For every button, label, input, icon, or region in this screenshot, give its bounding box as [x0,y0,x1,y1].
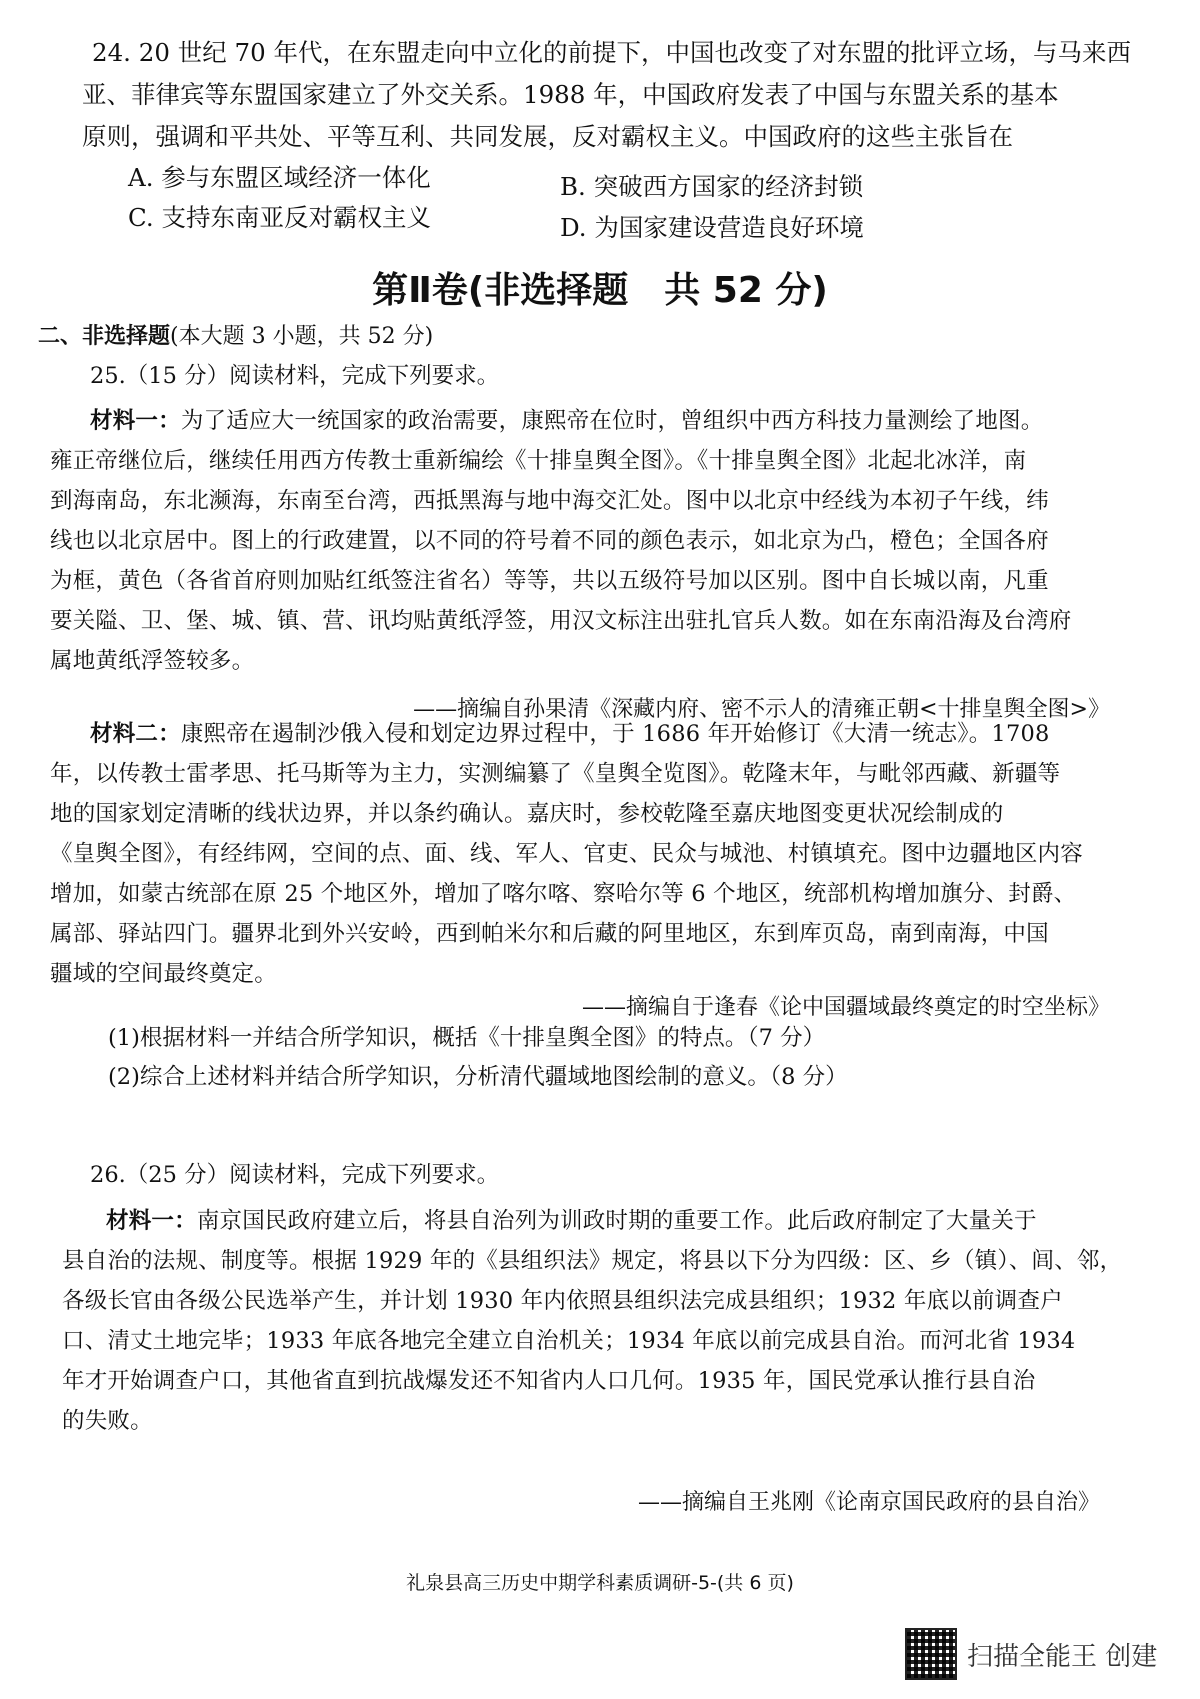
q25-subquestion-1: (1)根据材料一并结合所学知识，概括《十排皇舆全图》的特点。（7 分） [108,1025,826,1051]
q25-material-1 [50,403,1160,683]
q25-material-1-citation: ——摘编自孙果清《深藏内府、密不示人的清雍正朝<十排皇舆全图>》 [413,697,1110,722]
material-line: 各级长官由各级公民选举产生，并计划 1930 年内依照县组织法完成县组织；1932 年底以前调查户 [62,1288,1063,1314]
q26-material-1-citation: ——摘编自王兆刚《论南京国民政府的县自治》 [637,1490,1100,1515]
material-line: 疆域的空间最终奠定。 [50,961,278,987]
material-text: 为了适应大一统国家的政治需要，康熙帝在位时，曾组织中西方科技力量测绘了地图。 [180,408,1044,434]
material-line: 属地黄纸浮签较多。 [50,648,255,674]
q25-material-2-citation: ——摘编自于逢春《论中国疆域最终奠定的时空坐标》 [581,995,1110,1020]
section-title: 第Ⅱ卷(非选择题 共 52 分) [372,270,828,311]
question-24-line: 亚、菲律宾等东盟国家建立了外交关系。1988 年，中国政府发表了中国与东盟关系的基本 [82,80,1059,109]
option-a: A. 参与东盟区域经济一体化 [128,163,431,192]
material-line: 要关隘、卫、堡、城、镇、营、讯均贴黄纸浮签，用汉文标注出驻扎官兵人数。如在东南沿海及台湾府 [50,608,1072,634]
material-label: 材料一： [106,1208,197,1234]
material-line: 雍正帝继位后，继续任用西方传教士重新编绘《十排皇舆全图》。《十排皇舆全图》北起北冰洋，南 [50,448,1027,474]
material-line: 属部、驿站四门。疆界北到外兴安岭，西到帕米尔和后藏的阿里地区，东到库页岛，南到南海，中国 [50,921,1049,947]
material-line: 的失败。 [62,1408,153,1434]
material-line: 年才开始调查户口，其他省直到抗战爆发还不知省内人口几何。1935 年，国民党承认推行县自治 [62,1368,1036,1394]
q25-subquestion-2: (2)综合上述材料并结合所学知识，分析清代疆域地图绘制的意义。（8 分） [108,1064,848,1090]
qr-code-icon [905,1628,957,1680]
question-26-header: 26.（25 分）阅读材料，完成下列要求。 [90,1162,500,1188]
material-line [50,403,1160,443]
question-24-line: 原则，强调和平共处、平等互利、共同发展，反对霸权主义。中国政府的这些主张旨在 [82,122,1013,151]
section-heading-note: (本大题 3 小题，共 52 分) [170,324,434,349]
question-24 [82,38,1172,164]
material-line: 到海南岛，东北濒海，东南至台湾，西抵黑海与地中海交汇处。图中以北京中经线为本初子午线，纬 [50,488,1049,514]
material-line [62,1203,1162,1243]
option-b: B. 突破西方国家的经济封锁 [560,172,864,201]
material-line: 增加，如蒙古统部在原 25 个地区外，增加了喀尔喀、察哈尔等 6 个地区，统部机构增加旗分、封爵、 [50,881,1077,907]
page-footer: 礼泉县高三历史中期学科素质调研-5-(共 6 页) [406,1572,794,1594]
q25-material-2 [50,716,1160,996]
q26-material-1 [62,1203,1162,1443]
material-line: 线也以北京居中。图上的行政建置，以不同的符号着不同的颜色表示，如北京为凸，橙色；全国各府 [50,528,1049,554]
material-line: 年，以传教士雷孝思、托马斯等为主力，实测编纂了《皇舆全览图》。乾隆末年，与毗邻西藏、新疆等 [50,761,1061,787]
section-heading [38,324,433,350]
material-text: 南京国民政府建立后，将县自治列为训政时期的重要工作。此后政府制定了大量关于 [196,1208,1037,1234]
material-label: 材料二： [90,721,181,747]
option-d: D. 为国家建设营造良好环境 [560,213,864,242]
section-heading-label: 二、非选择题 [38,324,171,349]
material-line: 《皇舆全图》，有经纬网，空间的点、面、线、军人、官吏、民众与城池、村镇填充。图中边疆地区内容 [50,841,1083,867]
material-label: 材料一： [90,408,181,434]
option-c: C. 支持东南亚反对霸权主义 [128,203,431,232]
question-24-line: 24. 20 世纪 70 年代，在东盟走向中立化的前提下，中国也改变了对东盟的批评立场，与马来西 [92,38,1131,67]
material-line [50,716,1160,756]
material-line: 县自治的法规、制度等。根据 1929 年的《县组织法》规定，将县以下分为四级：区、乡（镇）、闾、邻， [62,1248,1123,1274]
material-line: 为框，黄色（各省首府则加贴红纸签注省名）等等，共以五级符号加以区别。图中自长城以南，凡重 [50,568,1049,594]
scanner-watermark [905,1628,1157,1680]
material-line: 口、清丈土地完毕；1933 年底各地完全建立自治机关；1934 年底以前完成县自治。而河北省 1934 [62,1328,1076,1354]
question-25-header: 25.（15 分）阅读材料，完成下列要求。 [90,363,500,389]
material-text: 康熙帝在遏制沙俄入侵和划定边界过程中，于 1686 年开始修订《大清一统志》。1708 [180,721,1050,747]
watermark-text: 扫描全能王 创建 [967,1641,1158,1672]
material-line: 地的国家划定清晰的线状边界，并以条约确认。嘉庆时，参校乾隆至嘉庆地图变更状况绘制成的 [50,801,1004,827]
